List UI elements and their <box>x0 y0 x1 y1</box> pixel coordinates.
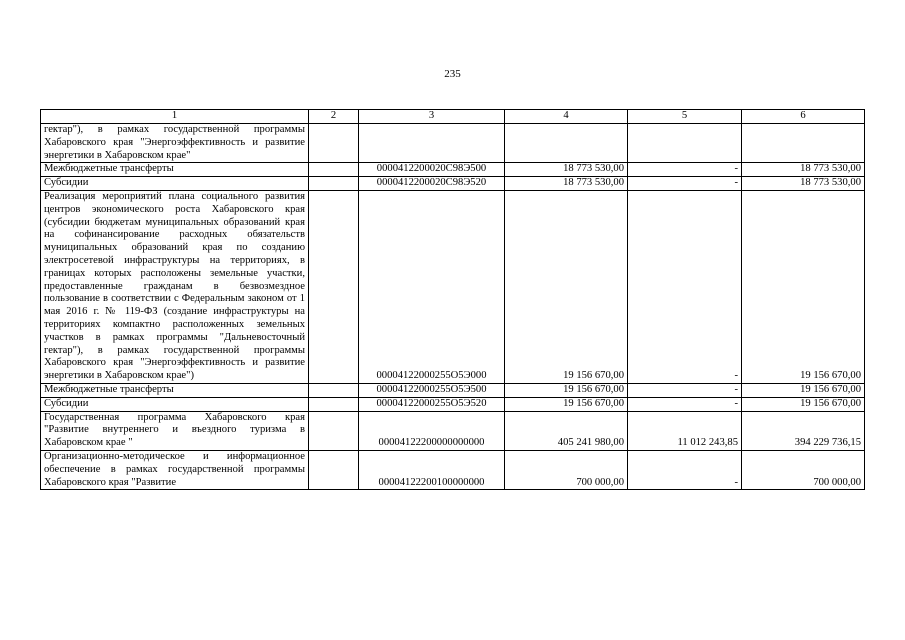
header-col-1: 1 <box>41 110 309 124</box>
row-value-6: 19 156 670,00 <box>742 397 865 411</box>
header-col-3: 3 <box>359 110 505 124</box>
row-col2 <box>309 190 359 383</box>
table-row <box>41 411 865 450</box>
row-value-5: - <box>628 450 742 489</box>
header-col-6: 6 <box>742 110 865 124</box>
row-value-6 <box>742 124 865 163</box>
row-value-5: - <box>628 383 742 397</box>
table-row <box>41 124 865 163</box>
row-value-4: 18 773 530,00 <box>505 177 628 191</box>
header-col-4: 4 <box>505 110 628 124</box>
row-col2 <box>309 124 359 163</box>
budget-table <box>40 109 865 490</box>
row-col2 <box>309 397 359 411</box>
row-name: гектар"), в рамках государственной программы Хабаровского края "Энергоэффективность и развитие энергетики в Хабаровском крае" <box>41 124 309 163</box>
row-value-6: 394 229 736,15 <box>742 411 865 450</box>
row-name: Субсидии <box>41 177 309 191</box>
row-value-4: 405 241 980,00 <box>505 411 628 450</box>
table-row <box>41 450 865 489</box>
row-name: Реализация мероприятий плана социального развития центров экономического роста Хабаровского края (субсидии бюджетам муниципальных образований края на софинансирование расходных обязательств муниципальных образований края по созданию электросетевой инфраструктуры на территориях, в границах которых расположены земельные участки, предоставленные гражданам в безвозмездное пользование в соответствии с Федеральным законом от 1 мая 2016 г. № 119-ФЗ (создание инфраструктуры на территориях компактно расположенных земельных участков в рамках программы "Дальневосточный гектар"), в рамках государственной программы Хабаровского края "Энергоэффективность и развитие энергетики в Хабаровском крае") <box>41 190 309 383</box>
row-code: 0000412200020С98Э520 <box>359 177 505 191</box>
row-code <box>359 124 505 163</box>
row-name: Субсидии <box>41 397 309 411</box>
row-col2 <box>309 411 359 450</box>
row-value-6: 18 773 530,00 <box>742 177 865 191</box>
row-value-4: 19 156 670,00 <box>505 383 628 397</box>
row-value-4: 18 773 530,00 <box>505 163 628 177</box>
table-row <box>41 397 865 411</box>
row-value-6: 700 000,00 <box>742 450 865 489</box>
row-col2 <box>309 450 359 489</box>
row-col2 <box>309 163 359 177</box>
row-value-4: 700 000,00 <box>505 450 628 489</box>
row-name: Организационно-методическое и информационное обеспечение в рамках государственной программы Хабаровского края "Развитие <box>41 450 309 489</box>
table-row <box>41 163 865 177</box>
row-code: 00004122200000000000 <box>359 411 505 450</box>
row-name: Государственная программа Хабаровского края "Развитие внутреннего и въездного туризма в Хабаровском крае " <box>41 411 309 450</box>
row-value-5: - <box>628 397 742 411</box>
table-header-row <box>41 110 865 124</box>
row-col2 <box>309 383 359 397</box>
row-value-6: 19 156 670,00 <box>742 383 865 397</box>
row-name: Межбюджетные трансферты <box>41 383 309 397</box>
row-value-4: 19 156 670,00 <box>505 397 628 411</box>
row-value-5: - <box>628 177 742 191</box>
page-number: 235 <box>444 68 461 80</box>
row-name: Межбюджетные трансферты <box>41 163 309 177</box>
row-value-5: - <box>628 190 742 383</box>
table-row <box>41 383 865 397</box>
row-value-6: 19 156 670,00 <box>742 190 865 383</box>
row-value-6: 18 773 530,00 <box>742 163 865 177</box>
table-row <box>41 177 865 191</box>
row-value-5: 11 012 243,85 <box>628 411 742 450</box>
row-value-5 <box>628 124 742 163</box>
row-col2 <box>309 177 359 191</box>
row-value-5: - <box>628 163 742 177</box>
header-col-5: 5 <box>628 110 742 124</box>
row-code: 0000412200020С98Э500 <box>359 163 505 177</box>
header-col-2: 2 <box>309 110 359 124</box>
row-code: 00004122000255O5Э520 <box>359 397 505 411</box>
row-code: 00004122000255O5Э500 <box>359 383 505 397</box>
table-row <box>41 190 865 383</box>
row-code: 00004122000255O5Э000 <box>359 190 505 383</box>
row-code: 00004122200100000000 <box>359 450 505 489</box>
row-value-4: 19 156 670,00 <box>505 190 628 383</box>
row-value-4 <box>505 124 628 163</box>
